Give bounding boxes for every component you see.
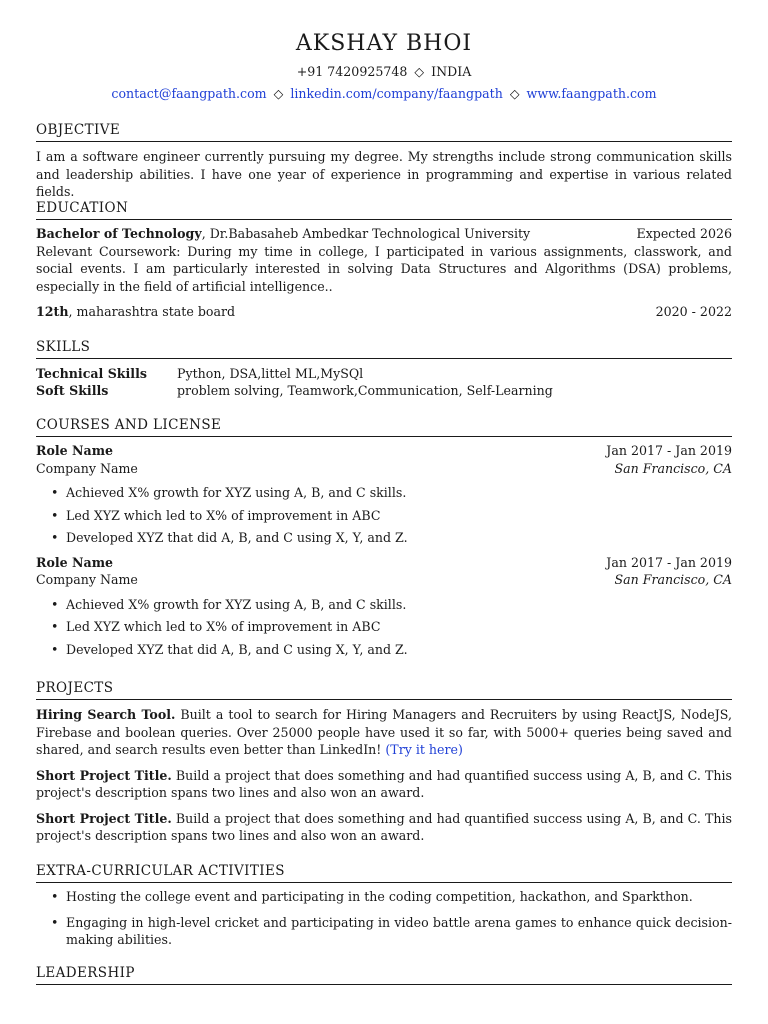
- section-divider: [36, 699, 732, 700]
- section-title-skills: SKILLS: [36, 339, 91, 355]
- project-entry: [36, 767, 732, 802]
- section-divider: [36, 358, 732, 359]
- education-details: Relevant Coursework: During my time in college, I participated in various assignments, classwork, and social events. I am particularly interested in solving Data Structures and Algorithms (DSA) problems, especially in the field of artificial intelligence..: [36, 243, 732, 294]
- institution: , Dr.Babasaheb Ambedkar Technological University: [201, 226, 531, 241]
- diamond-separator-icon: ◇: [273, 86, 284, 101]
- education-entry: [36, 225, 732, 243]
- section-title-courses: COURSES AND LICENSE: [36, 417, 222, 433]
- role-name: Role Name: [36, 554, 114, 570]
- course-header: [36, 554, 732, 572]
- section-title-education: EDUCATION: [36, 200, 129, 216]
- leadership-section: [36, 964, 732, 985]
- section-divider: [36, 882, 732, 883]
- course-bullets: [36, 484, 732, 547]
- section-title-projects: PROJECTS: [36, 680, 114, 696]
- project-entry: [36, 810, 732, 845]
- education-date: Expected 2026: [636, 226, 732, 241]
- skill-value: problem solving, Teamwork,Communication, Self-Learning: [177, 382, 553, 398]
- degree: Bachelor of Technology: [36, 226, 202, 241]
- location: San Francisco, CA: [614, 572, 732, 587]
- section-title-extracurricular: EXTRA-CURRICULAR ACTIVITIES: [36, 863, 285, 879]
- degree: 12th: [36, 304, 69, 319]
- section-title-objective: OBJECTIVE: [36, 122, 121, 138]
- section-divider: [36, 436, 732, 437]
- course-header: [36, 442, 732, 460]
- skill-value: Python, DSA,littel ML,MySQl: [177, 366, 364, 381]
- section-title-leadership: LEADERSHIP: [36, 965, 135, 981]
- education-section: [36, 199, 732, 321]
- list-item: • Hosting the college event and participating in the coding competition, hackathon, and Sparkthon.: [66, 888, 732, 906]
- objective-text: I am a software engineer currently pursuing my degree. My strengths include strong communication skills and leadership abilities. I have one year of experience in programming and expertise in various related fields.: [36, 149, 732, 199]
- project-description: Build a project that does something and had quantified success using A, B, and C. This project's description spans two lines and also won an award.: [36, 767, 732, 800]
- extracurricular-section: [36, 862, 732, 949]
- contact-line-links: [0, 85, 768, 103]
- list-item: • Developed XYZ that did A, B, and C using X, Y, and Z.: [66, 529, 732, 547]
- website-link[interactable]: www.faangpath.com: [526, 86, 657, 101]
- linkedin-link[interactable]: linkedin.com/company/faangpath: [290, 86, 503, 101]
- company-name: Company Name: [36, 460, 138, 476]
- project-name: Short Project Title.: [36, 767, 172, 783]
- education-date: 2020 - 2022: [655, 304, 732, 319]
- course-subheader: [36, 571, 732, 589]
- course-bullets: [36, 596, 732, 659]
- course-date: Jan 2017 - Jan 2019: [606, 443, 732, 458]
- project-description: Build a project that does something and had quantified success using A, B, and C. This project's description spans two lines and also won an award.: [36, 810, 732, 843]
- country: INDIA: [431, 64, 472, 79]
- education-entry: [36, 303, 732, 321]
- institution: , maharashtra state board: [68, 304, 236, 319]
- diamond-separator-icon: ◇: [509, 86, 520, 101]
- company-name: Company Name: [36, 572, 138, 587]
- skill-label: Soft Skills: [36, 382, 109, 398]
- location: San Francisco, CA: [614, 460, 732, 476]
- list-item: • Achieved X% growth for XYZ using A, B, and C skills.: [66, 596, 732, 614]
- contact-line-phone: [0, 63, 768, 81]
- skill-row: [36, 365, 732, 383]
- list-item: • Led XYZ which led to X% of improvement in ABC: [66, 618, 732, 636]
- diamond-separator-icon: ◇: [414, 64, 425, 79]
- email-link[interactable]: contact@faangpath.com: [111, 86, 267, 101]
- section-divider: [36, 984, 732, 985]
- project-name: Hiring Search Tool.: [36, 707, 176, 722]
- candidate-name: AKSHAY BHOI: [295, 31, 473, 56]
- course-date: Jan 2017 - Jan 2019: [606, 554, 732, 570]
- phone-number: +91 7420925748: [296, 64, 408, 79]
- project-link[interactable]: (Try it here): [385, 742, 463, 757]
- project-description: Built a tool to search for Hiring Managers and Recruiters by using ReactJS, NodeJS, Firebase and boolean queries. Over 25000 people have used it so far, with 5000+ queries being saved and shared, and search results even better than LinkedIn!: [36, 707, 732, 757]
- courses-section: [36, 416, 732, 658]
- objective-section: [36, 121, 732, 201]
- course-subheader: [36, 460, 732, 478]
- projects-section: [36, 679, 732, 845]
- skill-label: Technical Skills: [36, 366, 147, 381]
- section-divider: [36, 141, 732, 142]
- list-item: • Achieved X% growth for XYZ using A, B, and C skills.: [66, 484, 732, 502]
- skill-row: [36, 382, 732, 400]
- list-item: • Developed XYZ that did A, B, and C using X, Y, and Z.: [66, 641, 732, 659]
- project-entry: [36, 706, 732, 759]
- list-item: • Engaging in high-level cricket and participating in video battle arena games to enhance quick decision-making abilities.: [66, 914, 732, 949]
- skills-section: [36, 338, 732, 399]
- project-name: Short Project Title.: [36, 810, 172, 826]
- list-item: • Led XYZ which led to X% of improvement in ABC: [66, 507, 732, 525]
- role-name: Role Name: [36, 443, 114, 458]
- extracurricular-bullets: [36, 888, 732, 949]
- section-divider: [36, 219, 732, 220]
